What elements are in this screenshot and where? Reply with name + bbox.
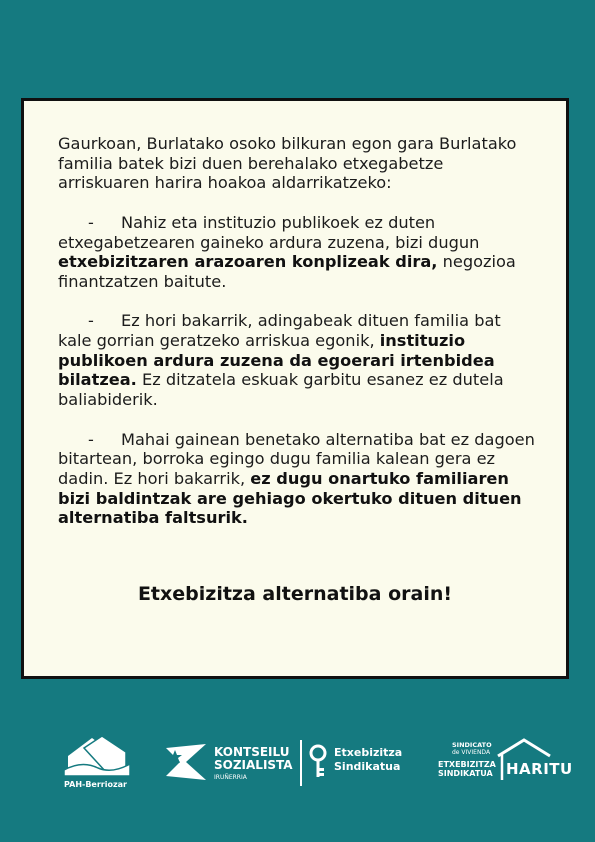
bullet-dash: - <box>88 212 94 232</box>
ks-line3: IRUÑERRIA <box>214 774 247 781</box>
house-icon <box>62 730 132 780</box>
bullet-dash: - <box>88 311 94 331</box>
ks-line1: KONTSEILU <box>214 745 290 759</box>
sv-line1: SINDICATO <box>452 741 492 749</box>
es-line2: Sindikatua <box>334 760 401 773</box>
bullet-dash: - <box>88 429 94 449</box>
pah-logo <box>62 730 132 792</box>
intro-paragraph: Gaurkoan, Burlatako osoko bilkuran egon gara Burlatako familia batek bizi duen berehalako etxegabetze arriskuaren harira hoakoa aldarrikatzeko: <box>58 134 517 193</box>
sv-line2: de VIVIENDA <box>452 749 491 756</box>
sv-line4: SINDIKATUA <box>438 769 493 778</box>
etxebizitza-sindikatua-logo <box>308 744 408 786</box>
key-icon <box>308 744 328 780</box>
ks-line2: SOZIALISTA <box>214 758 293 772</box>
bullet-item: - Nahiz eta instituzio publikoek ez duten etxegabetzearen gaineko ardura zuzena, bizi dugun etxebizitzaren arazoaren konplizeak dira, negozioa finantzatzen baitute. <box>58 212 516 291</box>
es-line1: Etxebizitza <box>334 746 403 759</box>
slogan: Etxebizitza alternatiba orain! <box>137 583 453 605</box>
statement-card <box>21 98 569 679</box>
bullet-item: - Mahai gainean benetako alternatiba bat ez dagoen bitartean, borroka egingo dugu familia kalean gera ez dadin. Ez hori bakarrik, ez dugu onartuko familiaren bizi baldintzak are gehiago okertuko dituen dituen alternatiba faltsurik. <box>58 429 535 528</box>
logo-strip <box>0 728 595 798</box>
sindicato-vivienda-logo <box>438 738 573 790</box>
divider <box>300 740 302 786</box>
haritu-label: HARITU <box>506 760 573 778</box>
bullet-item: - Ez hori bakarrik, adingabeak dituen familia bat kale gorrian geratzeko arriskua egonik, instituzio publikoen ardura zuzena da egoerari irtenbidea bilatzea. Ez ditzatela eskuak garbitu esanez ez dutela baliabiderik. <box>58 311 504 410</box>
kontseilu-sozialista-logo <box>166 742 296 792</box>
pah-label: PAH-Berriozar <box>64 780 127 789</box>
sv-line3: ETXEBIZITZA <box>438 760 496 769</box>
flag-star-icon <box>166 742 210 782</box>
statement-text <box>58 134 538 548</box>
